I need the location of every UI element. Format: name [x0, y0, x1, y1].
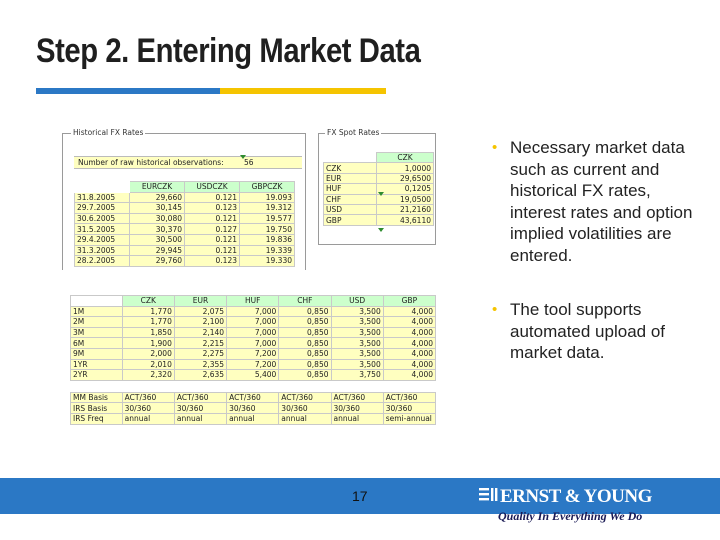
convention-cell[interactable]: annual: [227, 413, 279, 424]
rate-cell[interactable]: 19.312: [240, 203, 295, 214]
rate-cell[interactable]: 19.750: [240, 224, 295, 235]
table-header-cell: CZK: [122, 296, 174, 307]
rate-cell[interactable]: 3,500: [331, 359, 383, 370]
rate-cell[interactable]: 19.093: [240, 192, 295, 203]
currency-cell: USD: [324, 204, 377, 214]
rate-cell[interactable]: 7,000: [227, 338, 279, 349]
rate-cell[interactable]: 0,850: [279, 348, 331, 359]
table-row: [75, 234, 295, 245]
rate-cell[interactable]: 29,760: [130, 256, 185, 267]
company-logo: [478, 484, 658, 508]
convention-label-cell: IRS Basis: [71, 403, 123, 414]
page-number: 17: [352, 488, 368, 504]
table-row: [75, 256, 295, 267]
convention-cell[interactable]: semi-annual: [383, 413, 435, 424]
table-row: [71, 317, 436, 328]
rate-cell[interactable]: 3,500: [331, 327, 383, 338]
bullet-text: Necessary market data such as current and historical FX rates, interest rates and option implied volatilities are entered.: [510, 138, 693, 265]
table-row: [75, 192, 295, 203]
convention-cell[interactable]: ACT/360: [122, 392, 174, 403]
rate-cell[interactable]: 0.121: [185, 234, 240, 245]
tenor-cell: 1M: [71, 306, 123, 317]
table-header-cell: [324, 153, 377, 163]
table-row: [324, 215, 434, 225]
convention-cell[interactable]: annual: [279, 413, 331, 424]
table-row: [75, 224, 295, 235]
convention-cell[interactable]: 30/360: [383, 403, 435, 414]
rate-cell[interactable]: 3,500: [331, 306, 383, 317]
date-cell[interactable]: 31.5.2005: [75, 224, 130, 235]
table-header-cell: [75, 182, 130, 193]
convention-cell[interactable]: 30/360: [279, 403, 331, 414]
table-row: [71, 403, 436, 414]
table-header-row: [71, 296, 436, 307]
currency-cell: HUF: [324, 184, 377, 194]
table-row: [75, 245, 295, 256]
rate-cell[interactable]: 2,100: [174, 317, 226, 328]
table-row: [75, 213, 295, 224]
rate-cell[interactable]: 7,000: [227, 306, 279, 317]
convention-cell[interactable]: 30/360: [227, 403, 279, 414]
table-header-cell: USD: [331, 296, 383, 307]
table-header-cell: EURCZK: [130, 182, 185, 193]
convention-cell[interactable]: 30/360: [174, 403, 226, 414]
rate-cell[interactable]: 0,850: [279, 338, 331, 349]
rate-cell[interactable]: 2,075: [174, 306, 226, 317]
table-header-cell: USDCZK: [185, 182, 240, 193]
convention-cell[interactable]: 30/360: [122, 403, 174, 414]
bullet-dot-icon: •: [492, 301, 498, 318]
rate-cell[interactable]: 19.330: [240, 256, 295, 267]
interest-rates-screenshot: [58, 291, 436, 437]
table-row: [71, 392, 436, 403]
rate-cell[interactable]: 30,080: [130, 213, 185, 224]
rate-cell[interactable]: 0.123: [185, 203, 240, 214]
table-row: [71, 348, 436, 359]
rate-cell[interactable]: 2,215: [174, 338, 226, 349]
slide-title: Step 2. Entering Market Data: [36, 32, 421, 70]
table-header-row: [75, 182, 295, 193]
rate-cell[interactable]: 1,850: [122, 327, 174, 338]
fx-rates-screenshot: [60, 125, 438, 270]
rate-cell[interactable]: 2,010: [122, 359, 174, 370]
table-header-cell: EUR: [174, 296, 226, 307]
rate-cell[interactable]: 0,850: [279, 327, 331, 338]
observations-value[interactable]: 56: [244, 158, 254, 167]
tenor-cell: 2M: [71, 317, 123, 328]
rate-cell[interactable]: 1,770: [122, 306, 174, 317]
rate-cell[interactable]: 0.121: [185, 213, 240, 224]
date-cell[interactable]: 31.8.2005: [75, 192, 130, 203]
table-row: [71, 338, 436, 349]
fx-spot-table: [323, 152, 434, 226]
rate-cell[interactable]: 4,000: [383, 359, 435, 370]
table-header-cell: GBP: [383, 296, 435, 307]
rate-cell[interactable]: 7,000: [227, 327, 279, 338]
rate-cell[interactable]: 0,850: [279, 370, 331, 381]
currency-cell: GBP: [324, 215, 377, 225]
currency-cell: CZK: [324, 163, 377, 173]
observations-row: [74, 156, 302, 169]
date-cell[interactable]: 30.6.2005: [75, 213, 130, 224]
rate-cell[interactable]: 19.577: [240, 213, 295, 224]
table-header-cell: CHF: [279, 296, 331, 307]
currency-cell: CHF: [324, 194, 377, 204]
table-row: [71, 370, 436, 381]
rate-cell[interactable]: 29,660: [130, 192, 185, 203]
convention-label-cell: IRS Freq: [71, 413, 123, 424]
rate-cell[interactable]: 2,140: [174, 327, 226, 338]
convention-cell[interactable]: ACT/360: [331, 392, 383, 403]
rate-cell[interactable]: 7,200: [227, 359, 279, 370]
rate-cell[interactable]: 0.121: [185, 245, 240, 256]
date-cell[interactable]: 28.2.2005: [75, 256, 130, 267]
bullet-text: The tool supports automated upload of market data.: [510, 300, 666, 362]
observations-label: Number of raw historical observations:: [78, 158, 224, 167]
rate-cell[interactable]: 0,850: [279, 306, 331, 317]
rate-cell[interactable]: 30,370: [130, 224, 185, 235]
tenor-cell: 9M: [71, 348, 123, 359]
rate-cell[interactable]: 29,945: [130, 245, 185, 256]
rate-cell[interactable]: 4,000: [383, 348, 435, 359]
date-cell[interactable]: 31.3.2005: [75, 245, 130, 256]
table-spacer-row: [71, 380, 436, 392]
convention-cell[interactable]: ACT/360: [279, 392, 331, 403]
rate-cell[interactable]: 19,0500: [377, 194, 434, 204]
rate-cell[interactable]: 2,635: [174, 370, 226, 381]
currency-cell: EUR: [324, 173, 377, 183]
rate-cell[interactable]: 19.339: [240, 245, 295, 256]
rate-cell[interactable]: 0,850: [279, 359, 331, 370]
table-row: [75, 203, 295, 214]
rate-cell[interactable]: 7,200: [227, 348, 279, 359]
date-cell[interactable]: 29.7.2005: [75, 203, 130, 214]
date-cell[interactable]: 29.4.2005: [75, 234, 130, 245]
table-row: [324, 163, 434, 173]
rate-cell[interactable]: 4,000: [383, 306, 435, 317]
historical-fx-caption: Historical FX Rates: [73, 128, 144, 137]
rate-cell[interactable]: 29,6500: [377, 173, 434, 183]
convention-cell[interactable]: ACT/360: [227, 392, 279, 403]
bullet-dot-icon: •: [492, 139, 498, 156]
interest-rates-table: [70, 295, 436, 425]
rate-cell[interactable]: 4,000: [383, 317, 435, 328]
rate-cell[interactable]: 2,275: [174, 348, 226, 359]
tenor-cell: 6M: [71, 338, 123, 349]
convention-cell[interactable]: annual: [122, 413, 174, 424]
table-header-cell: CZK: [377, 153, 434, 163]
table-row: [71, 413, 436, 424]
rate-cell[interactable]: 1,900: [122, 338, 174, 349]
cell-comment-marker: [240, 155, 246, 159]
rate-cell[interactable]: 19.836: [240, 234, 295, 245]
logo-text: ERNST & YOUNG: [500, 486, 652, 507]
logo-mark-icon: [478, 486, 500, 504]
convention-cell[interactable]: ACT/360: [174, 392, 226, 403]
rate-cell[interactable]: 30,500: [130, 234, 185, 245]
rate-cell[interactable]: 3,750: [331, 370, 383, 381]
fx-spot-caption: FX Spot Rates: [327, 128, 380, 137]
table-header-row: [324, 153, 434, 163]
tenor-cell: 1YR: [71, 359, 123, 370]
rate-cell[interactable]: 5,400: [227, 370, 279, 381]
historical-fx-table: [74, 181, 295, 267]
rate-cell[interactable]: 3,500: [331, 348, 383, 359]
title-rule-yellow: [220, 88, 386, 94]
table-row: [71, 327, 436, 338]
table-row: [71, 359, 436, 370]
cell-comment-marker: [378, 228, 384, 232]
table-row: [324, 204, 434, 214]
convention-cell[interactable]: ACT/360: [383, 392, 435, 403]
rate-cell[interactable]: 4,000: [383, 338, 435, 349]
table-header-cell: GBPCZK: [240, 182, 295, 193]
rate-cell[interactable]: 30,145: [130, 203, 185, 214]
rate-cell[interactable]: 2,320: [122, 370, 174, 381]
rate-cell[interactable]: 3,500: [331, 338, 383, 349]
rate-cell[interactable]: 3,500: [331, 317, 383, 328]
rate-cell[interactable]: 0.127: [185, 224, 240, 235]
bullet-item: [492, 299, 702, 364]
rate-cell[interactable]: 0,850: [279, 317, 331, 328]
table-row: [71, 306, 436, 317]
rate-cell[interactable]: 4,000: [383, 370, 435, 381]
table-header-cell: [71, 296, 123, 307]
convention-cell[interactable]: 30/360: [331, 403, 383, 414]
rate-cell[interactable]: 0.121: [185, 192, 240, 203]
rate-cell[interactable]: 43,6110: [377, 215, 434, 225]
rate-cell[interactable]: 1,0000: [377, 163, 434, 173]
rate-cell[interactable]: 21,2160: [377, 204, 434, 214]
rate-cell[interactable]: 2,355: [174, 359, 226, 370]
tenor-cell: 3M: [71, 327, 123, 338]
fx-spot-panel: [318, 128, 436, 245]
brand-tagline: Quality In Everything We Do: [498, 509, 643, 523]
rate-cell[interactable]: 0,1205: [377, 184, 434, 194]
convention-cell[interactable]: annual: [331, 413, 383, 424]
table-header-cell: HUF: [227, 296, 279, 307]
convention-label-cell: MM Basis: [71, 392, 123, 403]
cell-comment-marker: [378, 192, 384, 196]
rate-cell[interactable]: 7,000: [227, 317, 279, 328]
rate-cell[interactable]: 0.123: [185, 256, 240, 267]
rate-cell[interactable]: 2,000: [122, 348, 174, 359]
title-rule-blue: [36, 88, 220, 94]
table-row: [324, 173, 434, 183]
bullet-item: [492, 137, 702, 266]
tenor-cell: 2YR: [71, 370, 123, 381]
bullet-list: [492, 137, 702, 362]
rate-cell[interactable]: 1,770: [122, 317, 174, 328]
convention-cell[interactable]: annual: [174, 413, 226, 424]
rate-cell[interactable]: 4,000: [383, 327, 435, 338]
